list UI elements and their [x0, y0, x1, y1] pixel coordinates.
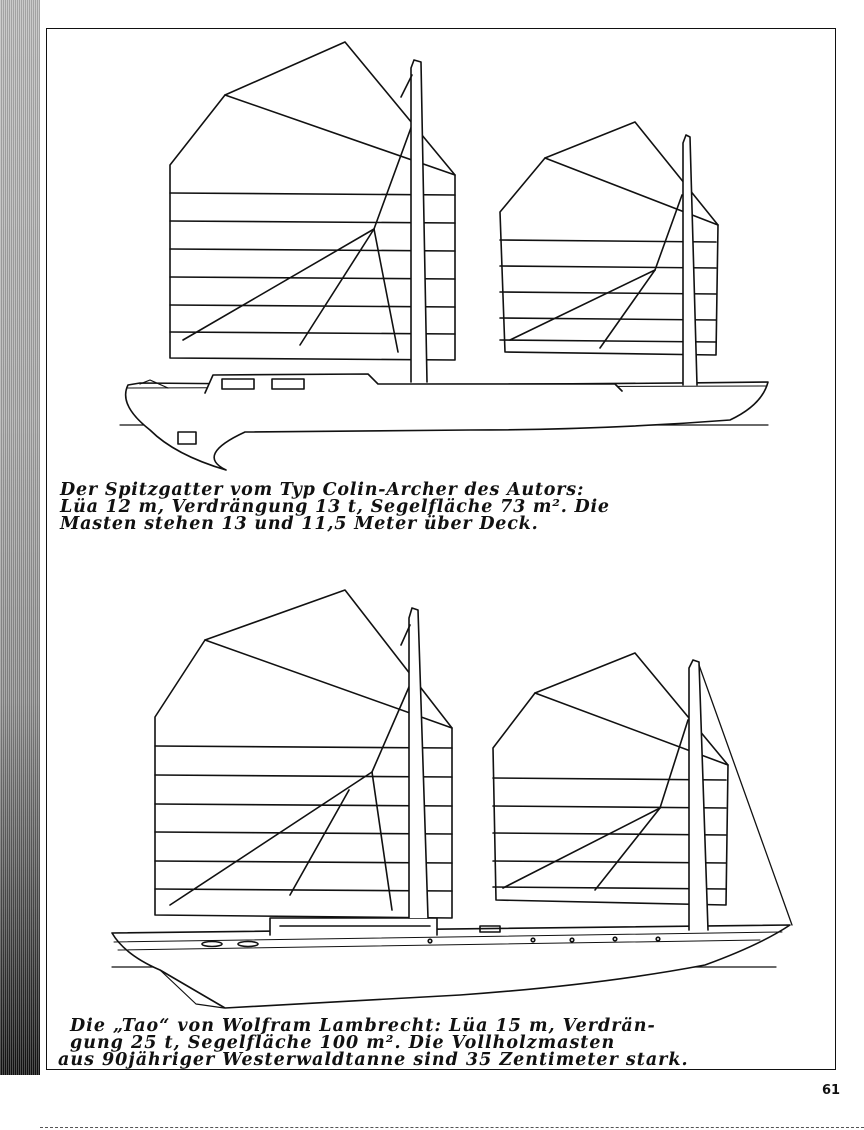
figure-caption-1 [60, 482, 830, 533]
caption-line: Masten stehen 13 und 11,5 Meter über Deck. [60, 514, 539, 534]
caption-line: Lüa 12 m, Verdrängung 13 t, Segelfläche 73 m². Die [60, 497, 610, 517]
caption-line: Der Spitzgatter vom Typ Colin-Archer des Autors: [60, 480, 585, 500]
caption-line: Die „Tao“ von Wolfram Lambrecht: Lüa 15 m, Verdrän- [70, 1016, 656, 1036]
page-number: 61 [822, 1083, 841, 1098]
figure-caption-2 [58, 1016, 840, 1070]
boat-illustration-tao [112, 590, 792, 1008]
caption-line: gung 25 t, Segelfläche 100 m². Die Vollholzmasten [70, 1033, 616, 1053]
boat-illustration-spitzgatter [120, 42, 768, 470]
caption-line: aus 90jähriger Westerwaldtanne sind 35 Zentimeter stark. [58, 1050, 689, 1070]
